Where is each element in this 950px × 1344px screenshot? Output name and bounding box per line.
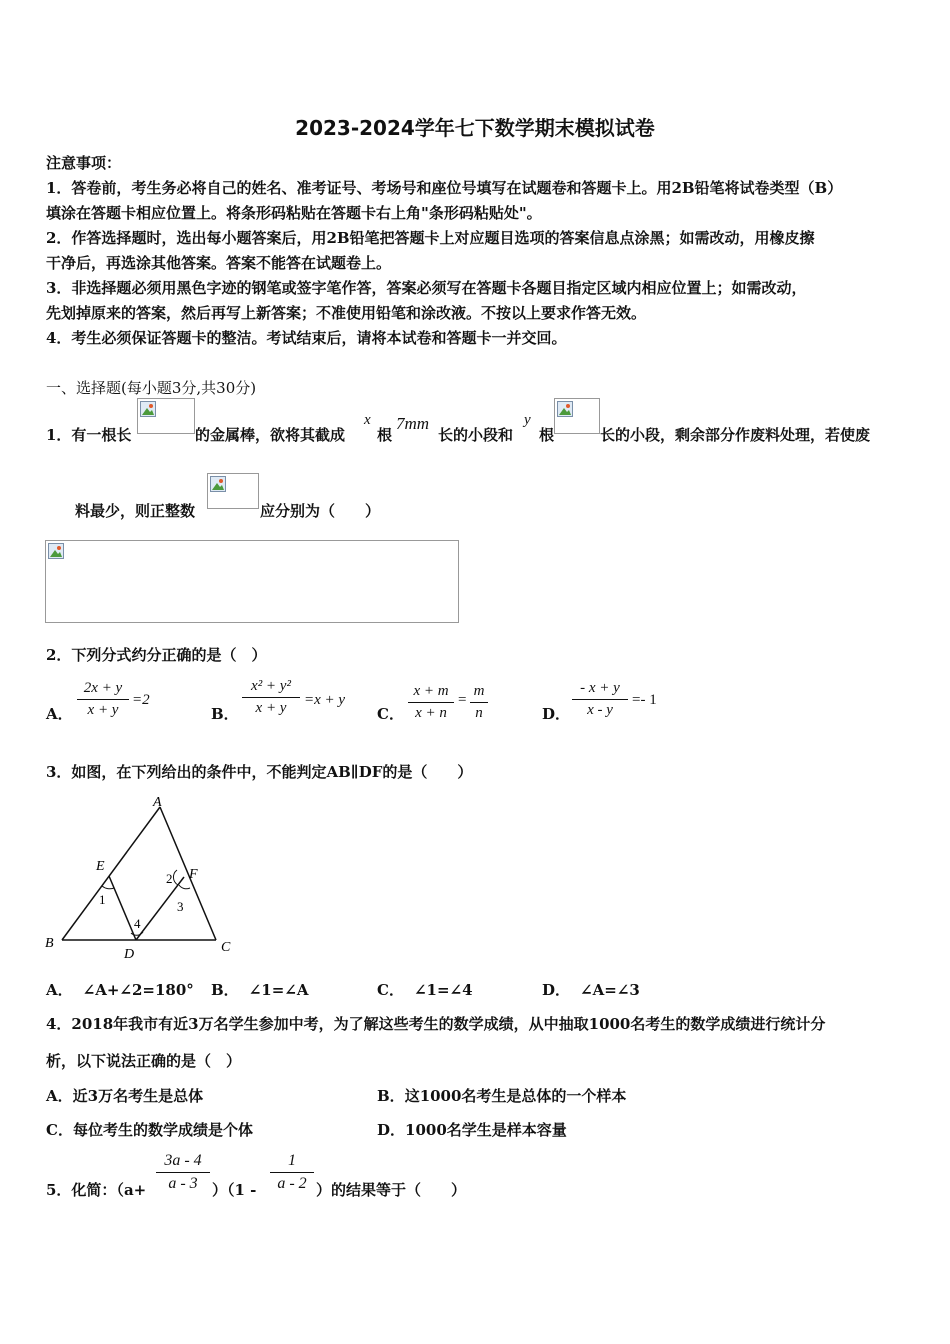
segment-ed [109,876,136,940]
point-label-e: E [96,859,105,874]
denominator: x + y [255,700,287,716]
q2-option-d-rhs: =- 1 [632,692,657,708]
section-heading: 一、选择题(每小题3分,共30分) [46,379,257,397]
denominator: a - 2 [277,1175,307,1192]
q2-option-b-label: B． [211,705,239,723]
image-icon [210,476,226,492]
q1-text-6: 长的小段，剩余部分作废料处理，若使废 [600,426,871,444]
angle-2-arc [173,870,178,885]
q5-fraction-2 [270,1152,314,1193]
option-label: D． [542,981,571,999]
q4-option-d [377,1119,567,1140]
options-image-placeholder [45,540,459,623]
numerator: m [473,683,485,699]
option-text: 1000名学生是样本容量 [405,1121,567,1139]
q2-option-b-fraction [242,678,300,717]
q4-stem-line1: 4．2018年我市有近3万名学生参加中考，为了解这些考生的数学成绩，从中抽取1000名考生的数学成绩进行统计分 [46,1015,826,1033]
q1-text-8: 应分别为（ ） [260,502,381,520]
notice-line: 4．考生必须保证答题卡的整洁。考试结束后，请将本试卷和答题卡一并交回。 [46,329,567,347]
option-text: 这1000名考生是总体的一个样本 [404,1087,627,1105]
q2-option-a-label: A． [46,705,73,723]
numerator: 1 [288,1152,296,1169]
fraction-bar [408,702,454,703]
q4-option-c [46,1119,253,1140]
q5-fraction-1 [156,1152,210,1193]
page-title: 2023-2024学年七下数学期末模拟试卷 [295,116,655,140]
notice-line: 3．非选择题必须用黑色字迹的钢笔或签字笔作答，答案必须写在答题卡各题目指定区域内相应位置上；如需改动， [46,279,807,297]
q1-var-x: x [364,412,371,428]
option-text: ∠A=∠3 [580,981,640,999]
option-text: ∠1=∠A [248,981,309,999]
q3-option-d [542,979,640,1000]
q1-var-y: y [524,412,531,428]
fraction-bar [270,1172,314,1173]
angle-label-1: 1 [99,892,106,907]
q1-text-3: 根 [377,426,393,444]
option-label: A． [46,981,73,999]
angle-1-arc [102,886,114,889]
fraction-bar [156,1172,210,1173]
angle-label-4: 4 [134,916,141,931]
fraction-bar [242,697,300,698]
option-label: D． [377,1121,406,1139]
q1-text-2: 的金属棒，欲将其截成 [195,426,346,444]
point-label-a: A [153,795,162,810]
q5-text-3: ）的结果等于（ ） [316,1181,467,1199]
q2-option-c-fraction [408,683,454,722]
numerator: 3a - 4 [164,1152,202,1169]
option-label: C． [377,981,404,999]
option-text: 近3万名考生是总体 [72,1087,204,1105]
point-label-b: B [45,936,54,951]
notice-line: 2．作答选择题时，选出每小题答案后，用2B铅笔把答题卡上对应题目选项的答案信息点涂黑；如需改动，用橡皮擦 [46,229,815,247]
q1-text-5: 根 [539,426,555,444]
denominator: x + y [87,702,119,718]
q2-option-a-rhs: =2 [132,692,150,708]
option-text: 每位考生的数学成绩是个体 [72,1121,253,1139]
q2-option-a-fraction [77,680,129,719]
q1-length: 7mm [396,414,430,433]
notice-line: 1．答卷前，考生务必将自己的姓名、准考证号、考场号和座位号填写在试题卷和答题卡上。用2B铅笔将试卷类型（B） [46,179,843,197]
denominator: x - y [587,702,613,718]
broken-image-placeholder [554,398,600,434]
option-label: B． [377,1087,405,1105]
option-text: ∠1=∠4 [413,981,473,999]
q1-text-4: 长的小段和 [438,426,514,444]
angle-label-2: 2 [166,871,173,886]
notice-line: 填涂在答题卡相应位置上。将条形码粘贴在答题卡右上角"条形码粘贴处"。 [46,204,542,222]
q2-option-d-label: D． [542,705,571,723]
denominator: n [475,705,483,721]
q2-stem: 2．下列分式约分正确的是（ ） [46,646,267,664]
option-label: C． [46,1121,73,1139]
fraction-bar [470,702,488,703]
numerator: - x + y [580,680,620,696]
q3-stem: 3．如图，在下列给出的条件中，不能判定AB∥DF的是（ ） [46,763,473,781]
q2-option-c-rhs-fraction [470,683,488,722]
q5-text-1: 5．化简：（a+ [46,1181,147,1199]
image-icon [140,401,156,417]
q2-option-d-fraction [572,680,628,719]
broken-image-placeholder [137,398,195,434]
q4-option-a [46,1085,203,1106]
option-label: A． [46,1087,73,1105]
q3-option-b [211,979,308,1000]
fraction-bar [572,699,628,700]
angle-label-3: 3 [177,899,184,914]
broken-image-placeholder [207,473,259,509]
notice-line: 干净后，再选涂其他答案。答案不能答在试题卷上。 [46,254,392,272]
segment-ab [62,807,160,940]
numerator: x² + y² [251,678,291,694]
option-text: ∠A+∠2=180° [82,981,194,999]
notice-line: 先划掉原来的答案，然后再写上新答案；不准使用铅笔和涂改液。不按以上要求作答无效。 [46,304,647,322]
q4-stem-line2: 析，以下说法正确的是（ ） [46,1052,242,1070]
denominator: a - 3 [168,1175,198,1192]
numerator: 2x + y [83,680,123,696]
q5-text-2: ）（1 - [212,1181,257,1199]
image-icon [48,543,64,559]
q4-option-b [377,1085,626,1106]
numerator: x + m [413,683,449,699]
notice-heading: 注意事项： [46,154,122,172]
q2-option-c-label: C． [377,705,404,723]
q2-option-b-rhs: =x + y [304,692,346,708]
image-icon [557,401,573,417]
angle-3-arc [179,885,190,889]
q3-option-a [46,979,194,1000]
q1-text-1: 1．有一根长 [46,426,132,444]
q3-option-c [377,979,473,1000]
q1-text-7: 料最少，则正整数 [75,502,196,520]
denominator: x + n [415,705,447,721]
option-label: B． [211,981,239,999]
fraction-bar [77,699,129,700]
q2-option-c-equals: = [458,692,467,708]
point-label-f: F [189,867,198,882]
triangle-figure [40,790,240,965]
point-label-c: C [221,940,231,955]
point-label-d: D [124,947,135,962]
